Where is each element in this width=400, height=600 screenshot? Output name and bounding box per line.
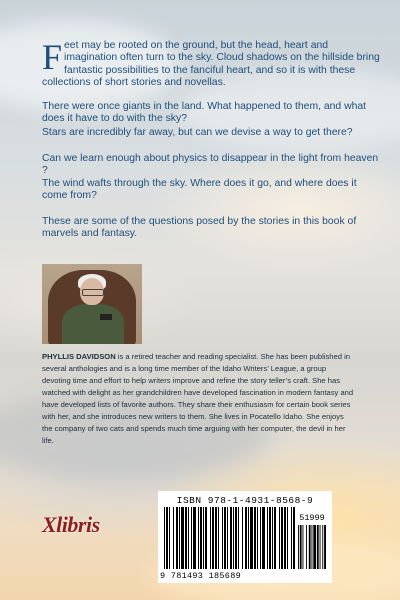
barcode-stripe	[191, 507, 192, 569]
barcode-stripe	[254, 507, 256, 569]
barcode-stripe	[164, 507, 165, 569]
barcode-stripe	[306, 525, 307, 569]
author-bio-text: is a retired teacher and reading specialist. She has been published in several anthologies and is a long time member of the Idaho Writers’ League, a group devoting time and effort to help writers improve and refine the story teller’s craft. She has watched with delight as her grandchildren have developed fascination in modern fantasy and have developed lists of favorite authors. They share their enthusiasm for certain book series with her, and she introduces new writers to them. She lives in Pocatello Idaho. She enjoys the company of two cats and spends much time arguing with her computer, the devil in her life.	[42, 352, 354, 445]
barcode-stripe	[233, 507, 234, 569]
barcode-stripe	[222, 507, 223, 569]
barcode-stripe	[248, 507, 249, 569]
author-photo	[42, 264, 142, 344]
barcode-stripe	[312, 525, 313, 569]
barcode-stripe	[193, 507, 196, 569]
barcode-stripe	[281, 507, 283, 569]
barcode-stripe	[205, 507, 207, 569]
blurb-paragraph-3: Stars are incredibly far away, but can we devise a way to get there?	[42, 127, 353, 138]
blurb-paragraph-4: Can we learn enough about physics to disappear in the light from heaven ?	[42, 153, 379, 177]
barcode-stripe	[274, 507, 276, 569]
barcode-stripe	[269, 507, 271, 569]
barcode-stripe	[245, 507, 247, 569]
barcode-stripe	[260, 507, 261, 569]
barcode-stripe	[320, 525, 321, 569]
barcode-stripe	[235, 507, 237, 569]
barcode-stripe	[198, 507, 199, 569]
barcode-stripe	[224, 507, 226, 569]
barcode-stripe	[230, 507, 232, 569]
barcode-stripe	[227, 507, 228, 569]
barcode-stripe	[303, 525, 304, 569]
barcode-stripe	[166, 507, 168, 569]
blurb-paragraph-1-text: eet may be rooted on the ground, but the head, heart and imagination often turn to the sky. Cloud shadows on the hillside bring fantastic possibilities to the fanciful heart, and so it is with these collections of short stories and novellas.	[42, 40, 380, 89]
ean-digits: 9 781493 185689	[160, 571, 242, 581]
price-addon-digits: 51999	[299, 513, 325, 523]
barcode-stripe	[173, 507, 174, 569]
barcode-stripe	[218, 507, 219, 569]
name-badge	[100, 314, 112, 320]
barcode-stripe	[262, 507, 265, 569]
blurb-paragraph-5: The wind wafts through the sky. Where does it go, and where does it come from?	[42, 178, 357, 202]
barcode-stripe	[298, 525, 299, 569]
barcode-stripe	[238, 507, 239, 569]
barcode-stripe	[291, 507, 292, 569]
publisher-logo: Xlibris	[42, 512, 100, 537]
barcode-stripe	[324, 525, 326, 569]
barcode-stripe	[185, 507, 187, 569]
barcode-stripe	[309, 525, 311, 569]
barcode-stripe	[284, 507, 286, 569]
barcode-stripe	[212, 507, 214, 569]
barcode-box	[158, 491, 332, 583]
barcode-stripe	[300, 525, 302, 569]
isbn-label: ISBN 978-1-4931-8568-9	[176, 495, 314, 506]
barcode-stripe	[200, 507, 202, 569]
price-addon-bars	[298, 525, 326, 569]
barcode-bars	[164, 507, 296, 569]
barcode-stripe	[181, 507, 184, 569]
blurb-paragraph-2: There were once giants in the land. What happened to them, and what does it have to do with the sky?	[42, 101, 367, 125]
barcode-stripe	[293, 507, 295, 569]
barcode-stripe	[179, 507, 180, 569]
barcode-stripe	[279, 507, 280, 569]
author-figure-body	[62, 304, 124, 344]
barcode-stripe	[242, 507, 243, 569]
drop-cap: F	[42, 37, 63, 77]
barcode-stripe	[210, 507, 211, 569]
blurb-paragraph-1	[42, 37, 382, 90]
barcode-stripe	[203, 507, 204, 569]
barcode-stripe	[317, 525, 319, 569]
barcode-stripe	[250, 507, 253, 569]
blurb-paragraph-6: These are some of the questions posed by the stories in this book of marvels and fantasy.	[42, 216, 357, 240]
barcode-stripe	[188, 507, 189, 569]
barcode-stripe	[176, 507, 178, 569]
barcode-stripe	[257, 507, 258, 569]
barcode-stripe	[313, 525, 316, 569]
barcode-stripe	[169, 507, 170, 569]
barcode-stripe	[215, 507, 217, 569]
barcode-stripe	[322, 525, 323, 569]
author-name: PHYLLIS DAVIDSON	[42, 352, 116, 361]
barcode-stripe	[267, 507, 268, 569]
author-bio	[42, 351, 354, 447]
author-figure-glasses	[82, 289, 104, 296]
barcode-stripe	[287, 507, 288, 569]
barcode-stripe	[272, 507, 273, 569]
